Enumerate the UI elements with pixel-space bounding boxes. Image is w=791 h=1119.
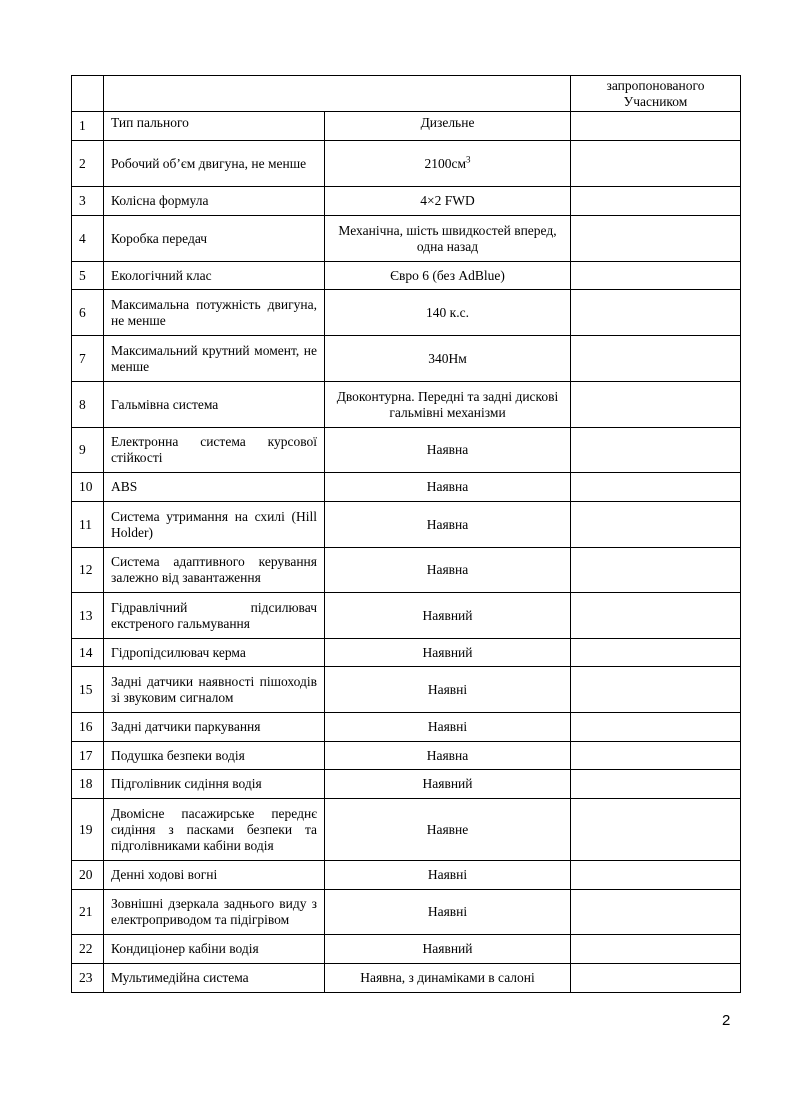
offered-value-cell xyxy=(571,742,741,770)
row-number: 6 xyxy=(72,290,104,336)
table-row xyxy=(72,935,741,964)
row-number: 10 xyxy=(72,473,104,502)
parameter-value: Євро 6 (без AdBlue) xyxy=(325,262,571,290)
table-row xyxy=(72,639,741,667)
parameter-value: Наявна xyxy=(325,742,571,770)
table-header-row xyxy=(72,76,741,112)
parameter-value: Наявні xyxy=(325,890,571,935)
parameter-value: Наявна, з динаміками в салоні xyxy=(325,964,571,993)
row-number: 3 xyxy=(72,187,104,216)
parameter-name: Задні датчики паркування xyxy=(104,713,325,742)
parameter-name: Робочий об’єм двигуна, не менше xyxy=(104,141,325,187)
header-cell-number xyxy=(72,76,104,112)
header-cell-merged xyxy=(104,76,571,112)
offered-value-cell xyxy=(571,502,741,548)
row-number: 13 xyxy=(72,593,104,639)
offered-value-cell xyxy=(571,141,741,187)
offered-value-cell xyxy=(571,639,741,667)
parameter-value xyxy=(325,141,571,187)
offered-value-cell xyxy=(571,548,741,593)
parameter-value: Наявна xyxy=(325,548,571,593)
table-row xyxy=(72,382,741,428)
table-row xyxy=(72,112,741,141)
row-number: 14 xyxy=(72,639,104,667)
parameter-value: Наявні xyxy=(325,713,571,742)
specification-table xyxy=(71,75,741,993)
offered-value-cell xyxy=(571,713,741,742)
parameter-name: Гальмівна система xyxy=(104,382,325,428)
offered-value-cell xyxy=(571,473,741,502)
parameter-name: Підголівник сидіння водія xyxy=(104,770,325,799)
parameter-value: Наявний xyxy=(325,639,571,667)
row-number: 23 xyxy=(72,964,104,993)
parameter-name: Зовнішні дзеркала заднього виду з електроприводом та підігрівом xyxy=(104,890,325,935)
offered-value-cell xyxy=(571,799,741,861)
offered-value-cell xyxy=(571,216,741,262)
offered-value-cell xyxy=(571,262,741,290)
parameter-name: Максимальний крутний момент, не менше xyxy=(104,336,325,382)
parameter-name: Максимальна потужність двигуна, не менше xyxy=(104,290,325,336)
offered-value-cell xyxy=(571,336,741,382)
parameter-value-text: 2100см xyxy=(424,155,467,171)
row-number: 19 xyxy=(72,799,104,861)
row-number: 2 xyxy=(72,141,104,187)
row-number: 16 xyxy=(72,713,104,742)
parameter-value: Наявний xyxy=(325,770,571,799)
table-row xyxy=(72,548,741,593)
parameter-name: Кондиціонер кабіни водія xyxy=(104,935,325,964)
offered-value-cell xyxy=(571,667,741,713)
offered-value-cell xyxy=(571,935,741,964)
parameter-name: Гідравлічний підсилювач екстреного гальмування xyxy=(104,593,325,639)
parameter-value: Наявна xyxy=(325,428,571,473)
table-row xyxy=(72,861,741,890)
table-row xyxy=(72,262,741,290)
offered-value-cell xyxy=(571,890,741,935)
offered-value-cell xyxy=(571,290,741,336)
table-row xyxy=(72,770,741,799)
parameter-name: Система утримання на схилі (Hill Holder) xyxy=(104,502,325,548)
parameter-name: ABS xyxy=(104,473,325,502)
parameter-value: Наявні xyxy=(325,667,571,713)
parameter-value: Дизельне xyxy=(325,112,571,141)
parameter-name: Коробка передач xyxy=(104,216,325,262)
row-number: 21 xyxy=(72,890,104,935)
row-number: 17 xyxy=(72,742,104,770)
table-row xyxy=(72,593,741,639)
row-number: 11 xyxy=(72,502,104,548)
table-row xyxy=(72,964,741,993)
parameter-value: Наявний xyxy=(325,593,571,639)
parameter-value: 140 к.с. xyxy=(325,290,571,336)
parameter-value: 4×2 FWD xyxy=(325,187,571,216)
parameter-value: Двоконтурна. Передні та задні дискові гальмівні механізми xyxy=(325,382,571,428)
parameter-name: Колісна формула xyxy=(104,187,325,216)
parameter-name: Подушка безпеки водія xyxy=(104,742,325,770)
parameter-value: Наявна xyxy=(325,473,571,502)
offered-value-cell xyxy=(571,428,741,473)
table-row xyxy=(72,502,741,548)
parameter-name: Електронна система курсової стійкості xyxy=(104,428,325,473)
table-row xyxy=(72,290,741,336)
offered-value-cell xyxy=(571,964,741,993)
row-number: 15 xyxy=(72,667,104,713)
table-row xyxy=(72,473,741,502)
offered-value-cell xyxy=(571,187,741,216)
header-cell-offered: запропонованого Учасником xyxy=(571,76,741,112)
offered-value-cell xyxy=(571,770,741,799)
table-row xyxy=(72,742,741,770)
table-row xyxy=(72,667,741,713)
parameter-value: Наявне xyxy=(325,799,571,861)
parameter-name: Денні ходові вогні xyxy=(104,861,325,890)
table-row xyxy=(72,141,741,187)
parameter-name: Гідропідсилювач керма xyxy=(104,639,325,667)
parameter-name: Тип пального xyxy=(104,112,325,141)
offered-value-cell xyxy=(571,861,741,890)
parameter-name: Задні датчики наявності пішоходів зі звуковим сигналом xyxy=(104,667,325,713)
row-number: 20 xyxy=(72,861,104,890)
table-row xyxy=(72,713,741,742)
row-number: 4 xyxy=(72,216,104,262)
parameter-value-superscript: 3 xyxy=(466,154,471,164)
row-number: 12 xyxy=(72,548,104,593)
parameter-value: Наявні xyxy=(325,861,571,890)
parameter-name: Мультимедійна система xyxy=(104,964,325,993)
row-number: 5 xyxy=(72,262,104,290)
row-number: 18 xyxy=(72,770,104,799)
parameter-value: Наявний xyxy=(325,935,571,964)
table-row xyxy=(72,336,741,382)
parameter-value: 340Нм xyxy=(325,336,571,382)
table-row xyxy=(72,428,741,473)
parameter-name: Двомісне пасажирське переднє сидіння з пасками безпеки та підголівниками кабіни водія xyxy=(104,799,325,861)
parameter-value: Наявна xyxy=(325,502,571,548)
table-row xyxy=(72,187,741,216)
parameter-name: Система адаптивного керування залежно від завантаження xyxy=(104,548,325,593)
row-number: 22 xyxy=(72,935,104,964)
parameter-value: Механічна, шість швидкостей вперед, одна назад xyxy=(325,216,571,262)
table-row xyxy=(72,799,741,861)
parameter-name: Екологічний клас xyxy=(104,262,325,290)
page-number: 2 xyxy=(722,1012,731,1029)
row-number: 1 xyxy=(72,112,104,141)
row-number: 9 xyxy=(72,428,104,473)
offered-value-cell xyxy=(571,382,741,428)
table-row xyxy=(72,216,741,262)
row-number: 7 xyxy=(72,336,104,382)
offered-value-cell xyxy=(571,593,741,639)
offered-value-cell xyxy=(571,112,741,141)
row-number: 8 xyxy=(72,382,104,428)
table-row xyxy=(72,890,741,935)
